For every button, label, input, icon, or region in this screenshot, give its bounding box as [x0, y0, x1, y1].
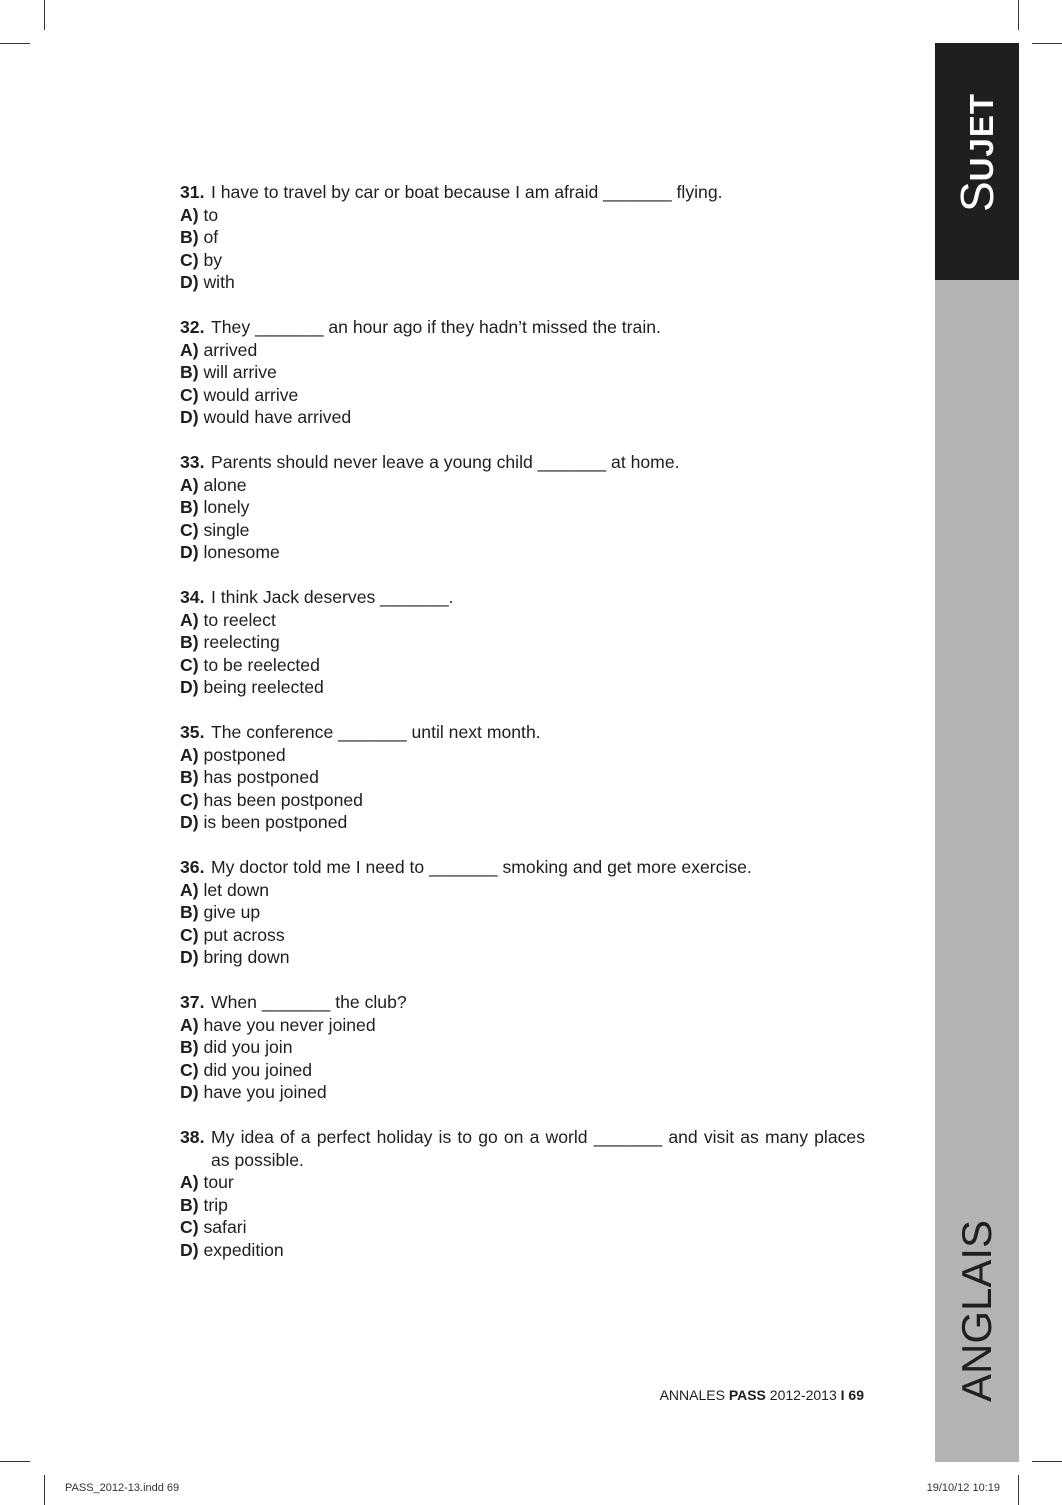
question-text: Parents should never leave a young child _______ at home. — [211, 452, 680, 472]
question — [180, 181, 865, 294]
question — [180, 721, 865, 834]
option-letter: D) — [180, 677, 199, 697]
question-text: My doctor told me I need to _______ smoking and get more exercise. — [211, 857, 752, 877]
option-letter: D) — [180, 947, 199, 967]
option-letter: C) — [180, 1059, 199, 1080]
answer-option — [180, 676, 865, 699]
answer-option — [180, 1239, 865, 1262]
option-text: alone — [203, 474, 247, 495]
option-text: bring down — [203, 947, 290, 967]
question-list — [180, 181, 865, 1284]
answer-option — [180, 271, 865, 294]
option-letter: D) — [180, 812, 199, 832]
answer-option — [180, 474, 865, 497]
page-number: 69 — [844, 1387, 864, 1403]
option-text: by — [203, 249, 223, 270]
question — [180, 991, 865, 1104]
option-letter: C) — [180, 384, 199, 405]
answer-option — [180, 789, 865, 812]
question-number: 32. — [180, 317, 205, 337]
option-letter: C) — [180, 1217, 199, 1237]
answer-option — [180, 811, 865, 834]
option-letter: A) — [180, 744, 199, 765]
footer-brand: PASS — [728, 1387, 766, 1403]
option-text: expedition — [203, 1239, 284, 1260]
question-text: I think Jack deserves _______. — [211, 587, 454, 607]
option-text: have you joined — [203, 1082, 327, 1102]
page-footer: ANNALES PASS 2012-2013 I 69 — [659, 1387, 864, 1403]
answer-option — [180, 901, 865, 924]
question — [180, 316, 865, 429]
answer-option — [180, 766, 865, 789]
option-letter: A) — [180, 879, 199, 900]
option-text: did you joined — [203, 1059, 313, 1080]
option-text: to be reelected — [203, 654, 320, 675]
option-letter: A) — [180, 609, 199, 630]
option-letter: A) — [180, 1172, 199, 1192]
question-stem — [180, 181, 865, 204]
option-text: reelecting — [203, 632, 280, 652]
question — [180, 1126, 865, 1261]
option-letter: D) — [180, 407, 199, 427]
option-letter: D) — [180, 1082, 199, 1102]
footer-separator: I — [840, 1387, 845, 1403]
answer-option — [180, 879, 865, 902]
question-number: 36. — [180, 857, 205, 877]
answer-option — [180, 1014, 865, 1037]
question-stem — [180, 856, 865, 879]
crop-mark — [1032, 1461, 1062, 1462]
answer-option — [180, 924, 865, 947]
option-letter: A) — [180, 339, 199, 360]
answer-option — [180, 226, 865, 249]
answer-option — [180, 744, 865, 767]
option-letter: B) — [180, 497, 199, 517]
question-number: 33. — [180, 452, 205, 472]
question-stem — [180, 991, 865, 1014]
option-letter: C) — [180, 249, 199, 270]
option-letter: A) — [180, 474, 199, 495]
answer-option — [180, 496, 865, 519]
crop-mark — [0, 43, 30, 44]
answer-option — [180, 1036, 865, 1059]
crop-mark — [1018, 0, 1019, 30]
option-text: trip — [203, 1194, 228, 1215]
question — [180, 586, 865, 699]
crop-mark — [44, 1475, 45, 1505]
option-text: to reelect — [203, 609, 276, 630]
question-number: 34. — [180, 587, 205, 607]
option-letter: D) — [180, 272, 199, 292]
answer-option — [180, 1194, 865, 1217]
option-text: did you join — [203, 1037, 293, 1057]
option-text: safari — [203, 1217, 247, 1237]
question-text: My idea of a perfect holiday is to go on a world _______ and visit as many places as possible. — [211, 1127, 865, 1170]
slug-datetime: 19/10/12 10:19 — [926, 1482, 1000, 1494]
question — [180, 451, 865, 564]
answer-option — [180, 1081, 865, 1104]
answer-option — [180, 384, 865, 407]
answer-option — [180, 609, 865, 632]
option-letter: C) — [180, 789, 199, 810]
question-number: 31. — [180, 182, 205, 202]
option-letter: B) — [180, 632, 199, 652]
answer-option — [180, 519, 865, 542]
option-text: postponed — [203, 744, 286, 765]
answer-option — [180, 541, 865, 564]
option-letter: B) — [180, 902, 199, 922]
option-text: let down — [203, 879, 269, 900]
answer-option — [180, 249, 865, 272]
answer-option — [180, 1171, 865, 1194]
option-letter: B) — [180, 1037, 199, 1057]
crop-mark — [1018, 1475, 1019, 1505]
question — [180, 856, 865, 969]
option-letter: A) — [180, 1014, 199, 1035]
question-number: 38. — [180, 1127, 205, 1147]
crop-mark — [44, 0, 45, 30]
crop-mark — [0, 1461, 30, 1462]
option-text: to — [203, 204, 219, 225]
answer-option — [180, 204, 865, 227]
option-text: tour — [203, 1172, 234, 1192]
answer-option — [180, 946, 865, 969]
question-number: 35. — [180, 722, 205, 742]
option-letter: C) — [180, 654, 199, 675]
option-text: have you never joined — [203, 1014, 376, 1035]
question-stem — [180, 721, 865, 744]
option-letter: B) — [180, 1194, 199, 1215]
answer-option — [180, 631, 865, 654]
answer-option — [180, 339, 865, 362]
option-letter: D) — [180, 1239, 199, 1260]
option-text: has postponed — [203, 767, 319, 787]
option-text: with — [203, 272, 235, 292]
option-text: will arrive — [203, 362, 277, 382]
option-text: would arrive — [203, 384, 299, 405]
option-letter: A) — [180, 204, 199, 225]
option-text: would have arrived — [203, 407, 352, 427]
option-text: lonesome — [203, 542, 280, 562]
option-text: single — [203, 519, 250, 540]
answer-option — [180, 1059, 865, 1082]
side-tab-sujet-label: SUJET — [951, 92, 1003, 212]
option-letter: B) — [180, 362, 199, 382]
question-stem — [180, 316, 865, 339]
side-tab-subject-label: ANGLAIS — [953, 1219, 1000, 1402]
answer-option — [180, 406, 865, 429]
question-text: When _______ the club? — [211, 992, 407, 1012]
option-text: lonely — [203, 497, 250, 517]
option-letter: B) — [180, 227, 199, 247]
option-text: of — [203, 227, 219, 247]
answer-option — [180, 654, 865, 677]
question-stem — [180, 586, 865, 609]
option-text: give up — [203, 902, 261, 922]
question-number: 37. — [180, 992, 205, 1012]
option-text: put across — [203, 924, 285, 945]
answer-option — [180, 1216, 865, 1239]
slug-file: PASS_2012-13.indd 69 — [65, 1482, 180, 1494]
question-text: The conference _______ until next month. — [211, 722, 541, 742]
option-text: arrived — [203, 339, 258, 360]
question-text: They _______ an hour ago if they hadn’t missed the train. — [211, 317, 661, 337]
option-text: is been postponed — [203, 812, 348, 832]
question-stem — [180, 1126, 865, 1171]
question-stem — [180, 451, 865, 474]
option-text: being reelected — [203, 677, 324, 697]
answer-option — [180, 361, 865, 384]
option-letter: C) — [180, 924, 199, 945]
option-letter: C) — [180, 519, 199, 540]
question-text: I have to travel by car or boat because I am afraid _______ flying. — [211, 182, 723, 202]
option-letter: D) — [180, 542, 199, 562]
option-text: has been postponed — [203, 789, 363, 810]
crop-mark — [1032, 43, 1062, 44]
option-letter: B) — [180, 767, 199, 787]
